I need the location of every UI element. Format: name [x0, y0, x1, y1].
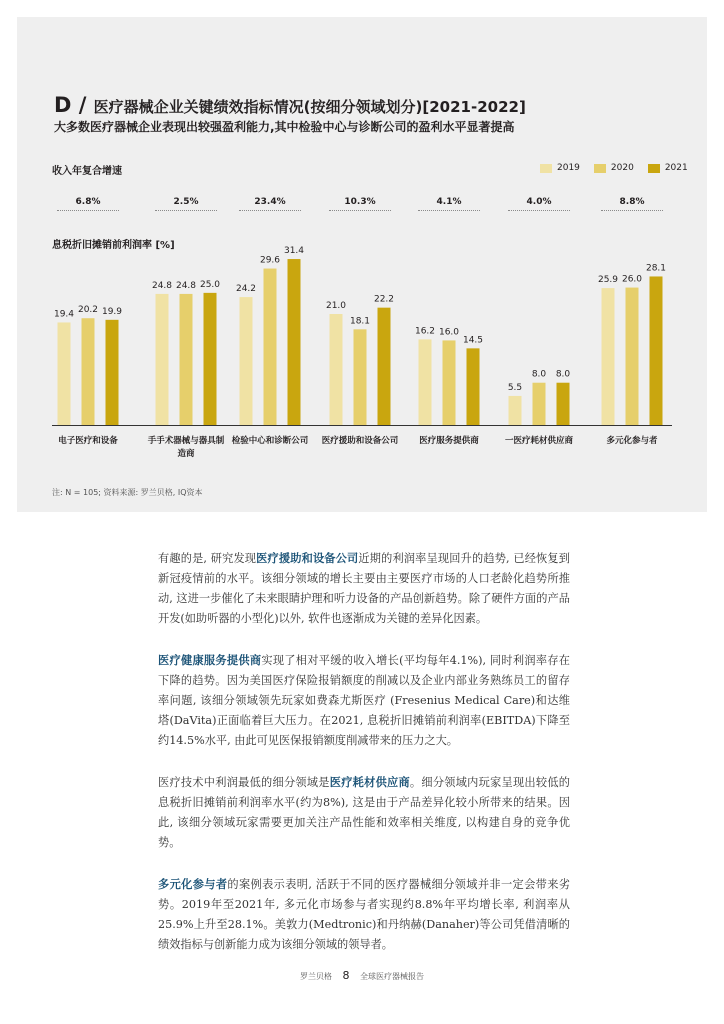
- bar-2019-4: [330, 314, 343, 425]
- data-label-2020-4: 18.1: [349, 316, 371, 327]
- data-label-2021-2: 25.0: [199, 279, 221, 290]
- body-text: [158, 549, 570, 977]
- bar-2019-6: [509, 396, 522, 425]
- paragraph-4-highlight: 多元化参与者: [158, 878, 228, 891]
- bar-2020-4: [354, 329, 367, 425]
- data-label-2019-4: 21.0: [325, 301, 347, 311]
- data-label-2021-1: 19.9: [101, 306, 123, 317]
- paragraph-1-pre: 有趣的是, 研究发现: [158, 552, 257, 565]
- category-label-5: 医疗服务提供商: [419, 436, 479, 446]
- bar-2019-7: [602, 288, 615, 425]
- bar-2021-5: [467, 348, 480, 425]
- paragraph-1-highlight: 医疗援助和设备公司: [256, 552, 359, 565]
- growth-rate-value: 23.4%: [254, 197, 286, 207]
- paragraph-2-highlight: 医疗健康服务提供商: [158, 654, 262, 667]
- category-label-1: 电子医疗和设备: [58, 436, 118, 446]
- bar-2021-1: [106, 320, 119, 425]
- legend-label-2019: 2019: [557, 163, 580, 173]
- data-label-2019-3: 24.2: [235, 284, 257, 295]
- bar-2021-6: [557, 383, 570, 425]
- figure-note: 注: N = 105; 资料来源: 罗兰贝格, IQ资本: [52, 488, 203, 497]
- bar-2021-4: [378, 308, 391, 425]
- data-label-2019-5: 16.2: [414, 326, 436, 337]
- data-label-2020-2: 24.8: [175, 280, 197, 291]
- category-label-4: 医疗援助和设备公司: [321, 436, 399, 446]
- bar-2020-1: [82, 318, 95, 425]
- data-label-2020-5: 16.0: [438, 327, 460, 338]
- data-label-2021-5: 14.5: [462, 335, 484, 346]
- category-label-6: 一医疗耗材供应商: [504, 436, 574, 446]
- data-label-2020-6: 8.0: [531, 369, 547, 380]
- category-label-7: 多元化参与者: [606, 436, 658, 446]
- paragraph-3: [158, 773, 570, 853]
- paragraph-2: [158, 651, 570, 751]
- growth-rate-value: 10.3%: [344, 197, 376, 207]
- growth-rate-value: 8.8%: [619, 197, 645, 207]
- footer-left: 罗兰贝格: [299, 972, 332, 981]
- legend-label-2020: 2020: [610, 163, 634, 173]
- data-label-2021-4: 22.2: [373, 294, 395, 305]
- category-label-3: 检验中心和诊断公司: [231, 436, 309, 446]
- page-number: 8: [342, 969, 350, 982]
- paragraph-4-post: 的案例表示表明, 活跃于不同的医疗器械细分领域并非一定会带来劣势。2019年至2021年, 多元化市场参与者实现约8.8%年平均增长率, 利润率从25.9%上升至28.1%。美敦力(Medtronic)和丹纳赫(Danaher)等公司凭借清晰的绩效指标与创新能力成为该细分领域的领导者。: [158, 878, 570, 951]
- data-label-2021-6: 8.0: [555, 369, 571, 380]
- bar-2021-7: [650, 276, 663, 425]
- ebitda-section-label: 息税折旧摊销前利润率 [%]: [52, 240, 175, 251]
- growth-rate-value: 4.1%: [436, 197, 462, 207]
- paragraph-3-highlight: 医疗耗材供应商: [329, 776, 410, 789]
- data-label-2019-1: 19.4: [53, 309, 75, 320]
- paragraph-1-post: 近期的利润率呈现回升的趋势, 已经恢复到新冠疫情前的水平。该细分领域的增长主要由主要医疗市场的人口老龄化趋势所推动, 这进一步催化了未来眼睛护理和听力设备的产品创新趋势。除了硬件方面的产品开发(如助听器的小型化)以外, 软件也逐渐成为关键的差异化因素。: [158, 552, 570, 625]
- page-footer: [0, 969, 724, 982]
- growth-rate-value: 4.0%: [526, 197, 552, 207]
- bar-2020-5: [443, 340, 456, 425]
- paragraph-3-pre: 医疗技术中利润最低的细分领域是: [158, 776, 330, 789]
- growth-section-label: 收入年复合增速: [52, 166, 122, 177]
- bar-2020-6: [533, 383, 546, 425]
- data-label-2020-3: 29.6: [259, 255, 281, 266]
- bar-2020-7: [626, 288, 639, 425]
- growth-rate-value: 2.5%: [173, 197, 199, 207]
- bar-2021-2: [204, 293, 217, 425]
- figure-title-text: 医疗器械企业关键绩效指标情况(按细分领域划分)[2021-2022]: [93, 98, 526, 116]
- bar-2020-2: [180, 294, 193, 425]
- data-label-2019-2: 24.8: [151, 280, 173, 291]
- paragraph-4: [158, 875, 570, 955]
- data-label-2020-7: 26.0: [621, 274, 643, 285]
- data-label-2020-1: 20.2: [77, 305, 99, 316]
- category-label-2: 造商: [177, 449, 195, 459]
- footer-right: 全球医疗器械报告: [360, 972, 425, 981]
- bar-2019-1: [58, 322, 71, 425]
- figure-subtitle: 大多数医疗器械企业表现出较强盈利能力,其中检验中心与诊断公司的盈利水平显著提高: [54, 120, 515, 134]
- data-label-2021-7: 28.1: [645, 263, 667, 274]
- growth-rate-value: 6.8%: [75, 197, 101, 207]
- bar-2020-3: [264, 269, 277, 425]
- legend-label-2021: 2021: [664, 163, 688, 173]
- data-label-2021-3: 31.4: [283, 246, 305, 257]
- bar-2019-2: [156, 294, 169, 425]
- data-label-2019-7: 25.9: [597, 275, 619, 286]
- bar-2019-5: [419, 339, 432, 425]
- category-label-2: 手手术器械与器具制: [147, 436, 225, 446]
- paragraph-2-post: 实现了相对平缓的收入增长(平均每年4.1%), 同时利润率存在下降的趋势。因为美国医疗保险报销额度的削减以及企业内部业务熟练员工的留存率问题, 该细分领域领先玩家如费森尤斯医疗 (Fresenius Medical Care)和达维塔(DaVita)正面临着巨大压力。在2021, 息税折旧摊销前利润率(EBITDA)下降至约14.5%水平, 由此可见医保报销额度削减带来的压力之大。: [158, 654, 570, 747]
- bar-2019-3: [240, 297, 253, 425]
- paragraph-1: [158, 549, 570, 629]
- paragraph-3-post: 。细分领域内玩家呈现出较低的息税折旧摊销前利润率水平(约为8%), 这是由于产品差异化较小所带来的结果。因此, 该细分领域玩家需要更加关注产品性能和效率相关维度, 以构建自身的竞争优势。: [158, 776, 570, 849]
- bar-2021-3: [288, 259, 301, 425]
- figure-letter: D /: [54, 93, 87, 117]
- data-label-2019-6: 5.5: [507, 382, 523, 393]
